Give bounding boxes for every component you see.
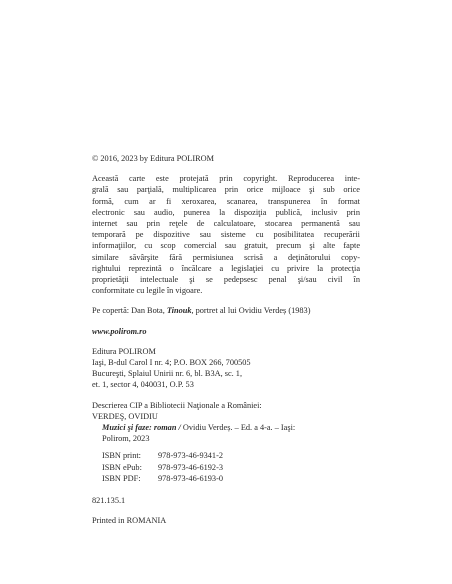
printed-in: Printed in ROMANIA — [92, 516, 167, 526]
cover-credit-prefix: Pe copertă: Dan Bota, — [92, 306, 167, 316]
cip-book-publisher: Polirom, 2023 — [102, 434, 150, 444]
rights-line: conformitate cu legile în vigoare. — [92, 286, 203, 296]
isbn-pdf-row — [92, 473, 360, 484]
address-line: Editura POLIROM — [92, 346, 156, 356]
address-line: Iaşi, B-dul Carol I nr. 4; P.O. BOX 266, 700505 — [92, 358, 251, 368]
address-line: Bucureşti, Splaiul Unirii nr. 6, bl. B3A, sc. 1, — [92, 369, 243, 379]
isbn-value: 978-973-46-6193-0 — [158, 473, 223, 483]
cover-credit — [92, 305, 360, 316]
cip-book-rest: Ovidiu Verdeș. – Ed. a 4-a. – Iaşi: — [180, 423, 296, 433]
publisher-address — [92, 346, 360, 391]
cip-book-title: Muzici şi faze: roman / — [102, 423, 181, 433]
copyright-notice: © 2016, 2023 by Editura POLIROM — [92, 154, 214, 163]
rights-line: informaţiilor, cu scop comercial sau gratuit, precum şi alte fapte — [92, 241, 360, 251]
rights-line: internet sau prin reţele de calculatoare, stocarea permanentă sau — [92, 219, 360, 229]
cip-author: VERDEŞ, OVIDIU — [92, 411, 158, 421]
rights-line: grală sau parţială, multiplicarea prin orice mijloace şi sub orice — [92, 185, 360, 195]
copyright-page — [92, 153, 360, 526]
rights-line: rightului reprezintă o încălcare a legislaţiei cu privire la protecţia — [92, 263, 360, 273]
cip-heading: Descrierea CIP a Bibliotecii Naţionale a României: — [92, 400, 262, 410]
isbn-value: 978-973-46-9341-2 — [158, 451, 223, 461]
isbn-label: ISBN PDF: — [102, 473, 141, 483]
address-line: et. 1, sector 4, 040031, O.P. 53 — [92, 380, 194, 390]
isbn-epub-row — [92, 462, 360, 473]
cover-credit-suffix: , portret al lui Ovidiu Verdeș (1983) — [191, 306, 311, 316]
isbn-label: ISBN print: — [102, 451, 141, 461]
isbn-label: ISBN ePub: — [102, 462, 142, 472]
isbn-value: 978-973-46-6192-3 — [158, 462, 223, 472]
isbn-print-row — [92, 450, 360, 461]
cover-artwork-title: Tinouk — [166, 306, 192, 316]
classification-code: 821.135.1 — [92, 496, 126, 506]
rights-paragraph — [92, 173, 360, 296]
rights-line: Această carte este protejată prin copyright. Reproducerea inte- — [92, 174, 360, 184]
rights-line: formă, cum ar fi xeroxarea, scanarea, transpunerea în format — [92, 196, 360, 206]
cip-block — [92, 400, 360, 484]
rights-line: similare săvârşite fără permisiunea scrisă a deţinătorului copy- — [92, 252, 360, 262]
rights-line: electronic sau audio, punerea la dispoziţia publică, inclusiv prin — [92, 207, 360, 217]
cip-book-entry — [92, 422, 360, 433]
publisher-website: www.polirom.ro — [92, 326, 147, 336]
rights-line: proprietăţii intelectuale şi se pedepsesc penal şi/sau civil în — [92, 275, 360, 285]
rights-line: temporară pe dispozitive sau sisteme cu posibilitatea recuperării — [92, 230, 360, 240]
